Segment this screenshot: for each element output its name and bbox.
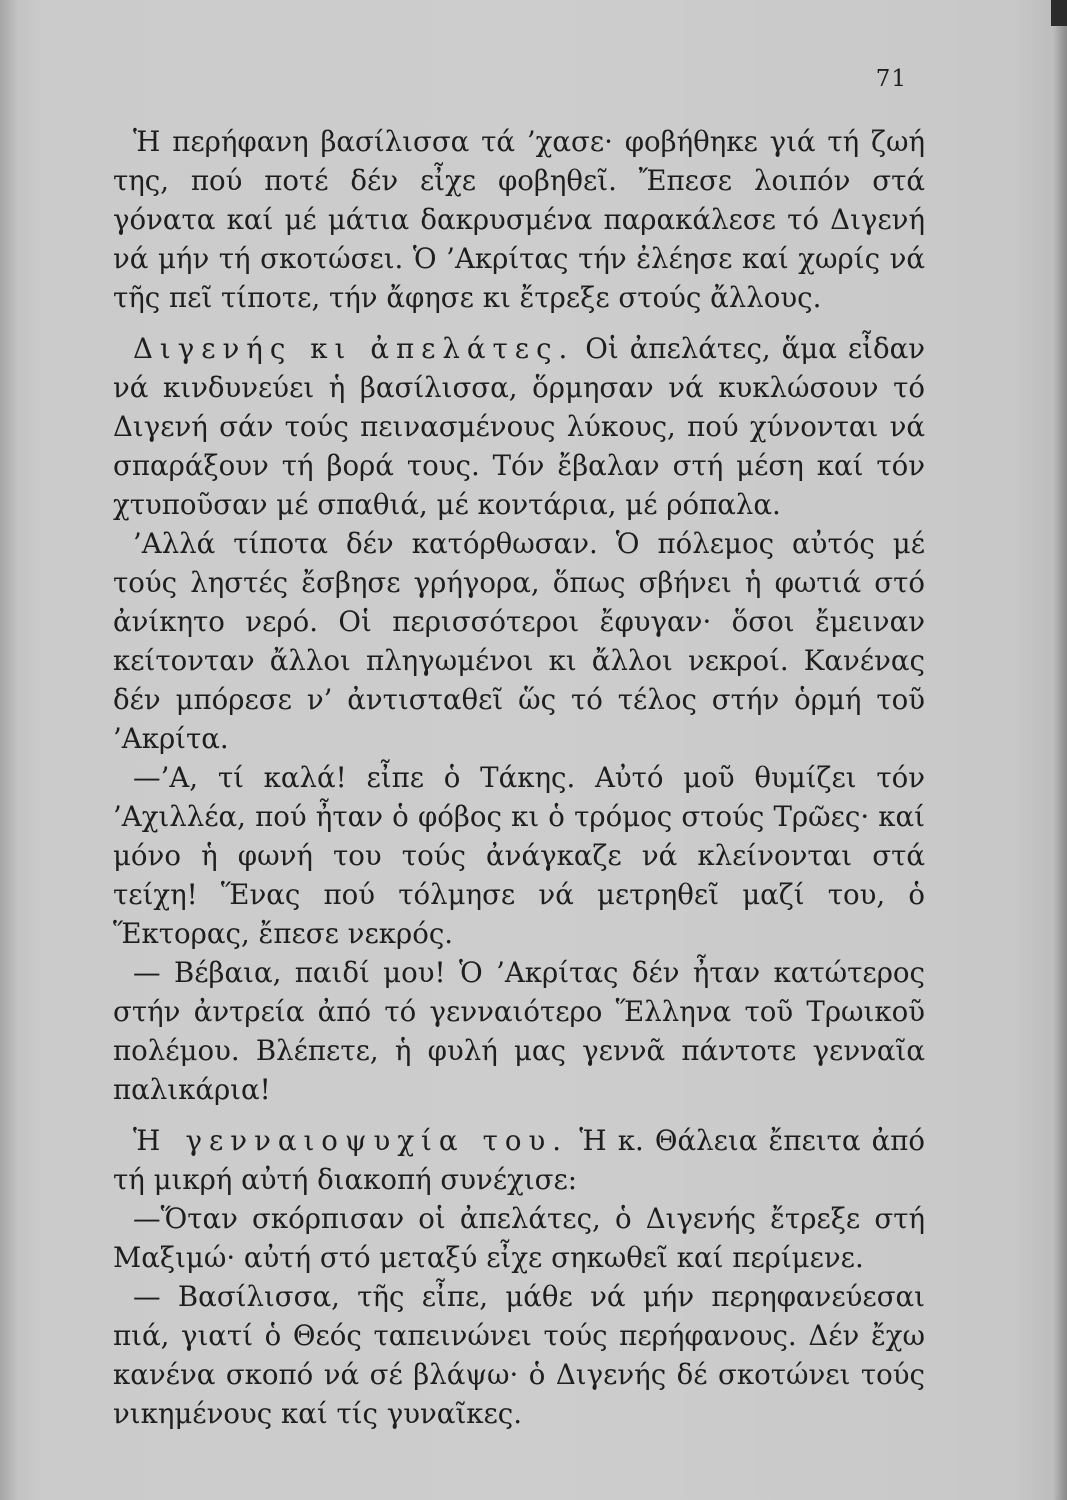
paragraph-text: Ἡ περήφανη βασίλισσα τά ’χασε· φοβήθηκε γιά τή ζωή της, πού ποτέ δέν εἶχε φοβηθεῖ. Ἔπεσε λοιπόν στά γόνατα καί μέ μάτια δακρυσμένα παρακάλεσε τό Διγενή νά μήν τή σκοτώσει. Ὁ ’Ακρίτας τήν ἐλέησε καί χωρίς νά τῆς πεῖ τίποτε, τήν ἄφησε κι ἔτρεξε στούς ἄλλους.: [113, 125, 925, 314]
section-heading: Διγενής κι ἀπελάτες.: [133, 332, 575, 365]
page-number: 71: [875, 66, 907, 92]
paragraph-text: — Βέβαια, παιδί μου! Ὁ ’Ακρίτας δέν ἦταν κατώτερος στήν ἀντρεία ἀπό τό γενναιότερο Ἕλληνα τοῦ Τρωικοῦ πολέμου. Βλέπετε, ἡ φυλή μας γεννᾶ πάντοτε γενναῖα παλικάρια!: [113, 956, 925, 1106]
body-text: [113, 122, 925, 1433]
paragraph: [113, 122, 925, 317]
scan-corner-mark: [1051, 0, 1067, 26]
paragraph-text: ’Αλλά τίποτα δέν κατόρθωσαν. Ὁ πόλεμος αὐτός μέ τούς ληστές ἔσβησε γρήγορα, ὅπως σβήνει ἡ φωτιά στό ἀνίκητο νερό. Οἱ περισσότεροι ἔφυγαν· ὅσοι ἔμειναν κείτονταν ἄλλοι πληγωμένοι κι ἄλλοι νεκροί. Κανένας δέν μπόρεσε ν’ ἀντισταθεῖ ὥς τό τέλος στήν ὁρμή τοῦ ’Ακρίτα.: [113, 527, 925, 755]
paragraph: [113, 524, 925, 758]
paragraph: [113, 1121, 925, 1199]
section-heading: Ἡ γενναιοψυχία του.: [133, 1124, 569, 1157]
paragraph: [113, 1277, 925, 1433]
page-edge-shadow-right: [1053, 0, 1067, 1500]
paragraph: [113, 329, 925, 524]
paragraph: [113, 758, 925, 953]
paragraph: [113, 1199, 925, 1277]
paragraph: [113, 953, 925, 1109]
paragraph-text: —’Α, τί καλά! εἶπε ὁ Τάκης. Αὐτό μοῦ θυμίζει τόν ’Αχιλλέα, πού ἦταν ὁ φόβος κι ὁ τρόμος στούς Τρῶες· καί μόνο ἡ φωνή του τούς ἀνάγκαζε νά κλείνονται στά τείχη! Ἕνας πού τόλμησε νά μετρηθεῖ μαζί του, ὁ Ἕκτορας, ἔπεσε νεκρός.: [113, 761, 925, 950]
paragraph-text: Ἡ κ. Θάλεια ἔπειτα ἀπό τή μικρή αὐτή διακοπή συνέχισε:: [113, 1124, 925, 1196]
paragraph-text: Οἱ ἀπελάτες, ἅμα εἶδαν νά κινδυνεύει ἡ βασίλισσα, ὅρμησαν νά κυκλώσουν τό Διγενή σάν τούς πεινασμένους λύκους, πού χύνονται νά σπαράξουν τή βορά τους. Τόν ἔβαλαν στή μέση καί τόν χτυποῦσαν μέ σπαθιά, μέ κοντάρια, μέ ρόπαλα.: [113, 332, 925, 521]
paragraph-text: — Βασίλισσα, τῆς εἶπε, μάθε νά μήν περηφανεύεσαι πιά, γιατί ὁ Θεός ταπεινώνει τούς περήφανους. Δέν ἔχω κανένα σκοπό νά σέ βλάψω· ὁ Διγενής δέ σκοτώνει τούς νικημένους καί τίς γυναῖκες.: [113, 1280, 925, 1430]
paragraph-text: —Ὅταν σκόρπισαν οἱ ἀπελάτες, ὁ Διγενής ἔτρεξε στή Μαξιμώ· αὐτή στό μεταξύ εἶχε σηκωθεῖ καί περίμενε.: [113, 1202, 925, 1274]
page-edge-shadow-left: [0, 0, 18, 1500]
